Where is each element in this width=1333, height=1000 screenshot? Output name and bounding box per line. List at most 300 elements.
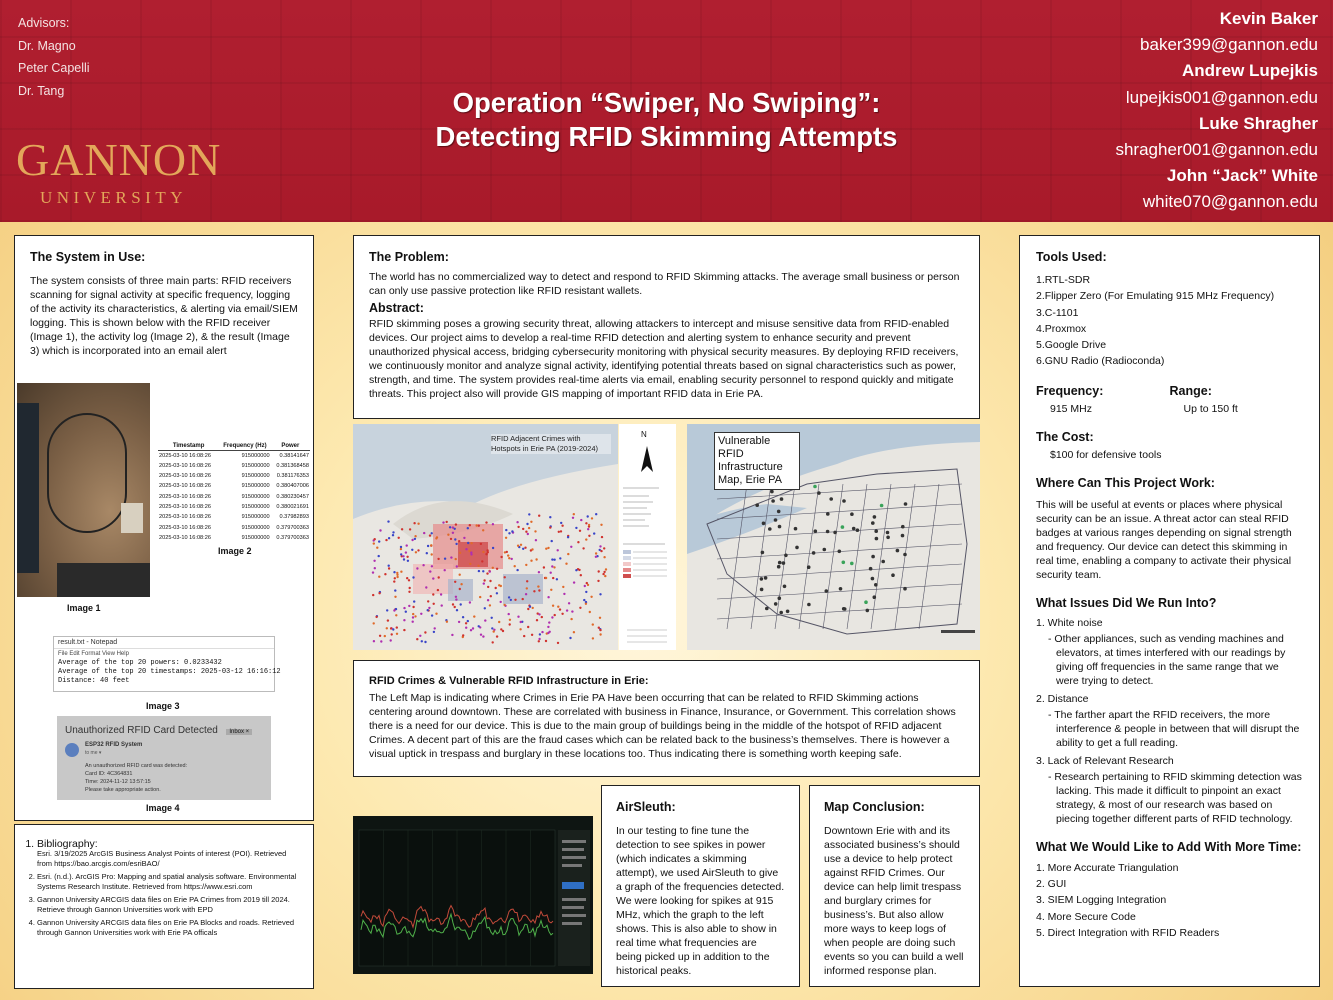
crime-point (520, 544, 522, 546)
crime-point (462, 634, 464, 636)
image-caption: Image 2 (218, 546, 252, 556)
email-sender: ESP32 RFID System (85, 742, 143, 748)
crime-point (491, 627, 493, 629)
table-cell: 0.380407006 (276, 483, 309, 490)
bibliography-item: 2. Esri. (n.d.). ArcGIS Pro: Mapping and spatial analysis software. Environmental Systems Research Institute. Retrieved from https://www.esri.com (37, 872, 299, 892)
crime-point (481, 560, 483, 562)
crime-point (485, 553, 487, 555)
crime-point (585, 538, 587, 540)
crime-point (591, 517, 593, 519)
section-heading: The System in Use: (30, 250, 146, 264)
crime-point (472, 627, 474, 629)
crime-point (434, 627, 436, 629)
infrastructure-pin (874, 583, 878, 587)
crime-point (452, 532, 454, 534)
table-cell: 2025-03-10 16:08:26 (159, 493, 211, 500)
crime-point (417, 549, 419, 551)
crime-point (524, 547, 526, 549)
crime-point (585, 591, 587, 593)
image-caption: Image 1 (67, 603, 101, 613)
table-cell: 915000000 (241, 483, 270, 490)
crime-point (573, 581, 575, 583)
crime-point (393, 580, 395, 582)
advisors-label: Advisors: (18, 16, 70, 30)
vulnerable-infrastructure-map (687, 424, 980, 650)
crime-point (559, 608, 561, 610)
crime-point (557, 606, 559, 608)
table-cell: 2025-03-10 16:08:26 (159, 473, 211, 480)
infrastructure-pin (891, 573, 895, 577)
table-row (158, 502, 310, 512)
crime-point (531, 634, 533, 636)
crime-point (393, 571, 395, 573)
section-text: The system consists of three main parts: RFID receivers scanning for signal activity at specific frequency, logging of the activity its characteristics, & alerting via email/SIEM logging. This is shown below with the RFID receiver (Image 1), the activity log (Image 2), & the result (Image 3) which is incorporated into an email alert (30, 275, 298, 357)
crime-point (552, 605, 554, 607)
crime-map-legend (619, 424, 676, 650)
crime-point (477, 565, 479, 567)
table-cell: 0.37982893 (279, 514, 309, 521)
crime-point (378, 592, 380, 594)
system-in-use-panel (14, 235, 314, 821)
crime-point (551, 565, 553, 567)
crime-point (595, 552, 597, 554)
infrastructure-pin (866, 609, 870, 613)
crime-point (575, 569, 577, 571)
crime-point (373, 560, 375, 562)
infrastructure-pin (814, 529, 818, 533)
table-cell: 915000000 (241, 514, 270, 521)
crime-point (426, 552, 428, 554)
crime-point (409, 528, 411, 530)
crime-point (482, 635, 484, 637)
crime-point (386, 627, 388, 629)
infrastructure-pin (760, 577, 764, 581)
table-cell: 915000000 (241, 473, 270, 480)
crime-point (387, 619, 389, 621)
infrastructure-pin (850, 512, 854, 516)
crime-point (470, 629, 472, 631)
crime-point (533, 590, 535, 592)
crime-point (577, 541, 579, 543)
crime-point (406, 544, 408, 546)
crime-point (592, 637, 594, 639)
crime-point (411, 539, 413, 541)
crime-point (372, 571, 374, 573)
crime-point (482, 529, 484, 531)
infrastructure-pin (768, 527, 772, 531)
crime-point (575, 527, 577, 529)
crime-point (444, 558, 446, 560)
crime-point (503, 604, 505, 606)
crime-point (432, 593, 434, 595)
crime-hotspot-map (353, 424, 618, 650)
table-header: Timestamp (158, 442, 219, 451)
infrastructure-pin (780, 497, 784, 501)
crime-point (460, 603, 462, 605)
crime-point (402, 555, 404, 557)
crime-point (572, 517, 574, 519)
crime-point (455, 596, 457, 598)
crime-point (408, 591, 410, 593)
crime-point (412, 621, 414, 623)
add-item: 1. More Accurate Triangulation (1036, 861, 1179, 874)
crime-point (528, 513, 530, 515)
crime-point (526, 523, 528, 525)
table-cell: 2025-03-10 16:08:26 (159, 503, 211, 510)
crime-point (509, 623, 511, 625)
crime-point (373, 542, 375, 544)
crime-point (516, 521, 518, 523)
crime-point (587, 515, 589, 517)
crime-point (480, 543, 482, 545)
crime-point (496, 592, 498, 594)
tool-item: 1.RTL-SDR (1036, 274, 1091, 286)
infrastructure-pin (783, 585, 787, 589)
crime-point (551, 540, 553, 542)
crime-point (557, 642, 559, 644)
tool-item: 6.GNU Radio (Radioconda) (1036, 355, 1165, 368)
infrastructure-pin (901, 534, 905, 538)
crime-point (385, 539, 387, 541)
crime-point (510, 599, 512, 601)
infrastructure-pin (896, 549, 900, 553)
crime-point (570, 546, 572, 548)
crime-point (603, 547, 605, 549)
crime-point (552, 577, 554, 579)
crime-point (557, 549, 559, 551)
crime-point (505, 529, 507, 531)
infrastructure-pin (765, 607, 769, 611)
tools-heading: Tools Used: (1036, 250, 1107, 264)
crime-point (478, 625, 480, 627)
north-label: N (641, 430, 647, 439)
crime-point (514, 599, 516, 601)
crime-point (386, 609, 388, 611)
crime-point (468, 550, 470, 552)
table-cell: 2025-03-10 16:08:26 (159, 483, 211, 490)
infrastructure-pin (813, 485, 817, 489)
map-conclusion-panel (809, 785, 980, 987)
author-name: Luke Shragher (1198, 113, 1318, 133)
crime-point (551, 558, 553, 560)
activity-log-table (158, 442, 310, 544)
infrastructure-pin (873, 595, 877, 599)
crime-point (452, 603, 454, 605)
infrastructure-pin (841, 525, 845, 529)
crime-point (392, 628, 394, 630)
crime-point (394, 589, 396, 591)
infrastructure-pin (794, 527, 798, 531)
crime-point (582, 547, 584, 549)
infrastructure-pin (904, 502, 908, 506)
crime-point (595, 513, 597, 515)
crime-point (403, 619, 405, 621)
crime-point (456, 609, 458, 611)
notepad-title: result.txt - Notepad (54, 637, 274, 649)
crime-point (394, 577, 396, 579)
crime-point (530, 521, 532, 523)
crime-point (425, 586, 427, 588)
table-header: Frequency (Hz) (219, 442, 270, 451)
crime-point (449, 526, 451, 528)
infrastructure-pin (762, 522, 766, 526)
infrastructure-pin (774, 518, 778, 522)
crime-point (428, 607, 430, 609)
crime-point (416, 567, 418, 569)
crime-point (523, 635, 525, 637)
poster-title (340, 86, 993, 154)
crime-point (405, 551, 407, 553)
crime-point (567, 536, 569, 538)
email-body-line: An unauthorized RFID card was detected: (85, 763, 188, 769)
airsleuth-panel (601, 785, 800, 987)
crime-point (550, 572, 552, 574)
crime-point (374, 538, 376, 540)
infrastructure-pin (779, 611, 783, 615)
infrastructure-pin (864, 600, 868, 604)
table-cell: 915000000 (241, 493, 270, 500)
email-alert (57, 716, 271, 800)
infrastructure-pin (807, 565, 811, 569)
crime-point (511, 558, 513, 560)
crime-point (522, 598, 524, 600)
crime-point (554, 614, 556, 616)
crime-point (547, 547, 549, 549)
crime-point (482, 551, 484, 553)
inbox-badge: Inbox × (226, 729, 252, 735)
infrastructure-pin (852, 527, 856, 531)
crime-point (454, 528, 456, 530)
crime-point (388, 537, 390, 539)
issue-title: 3. Lack of Relevant Research (1036, 754, 1174, 767)
tools-panel (1019, 235, 1320, 987)
crime-point (373, 640, 375, 642)
advisor-name: Dr. Tang (18, 83, 65, 98)
crime-point (401, 528, 403, 530)
airsleuth-spectrum-graph (353, 816, 593, 974)
crime-point (500, 628, 502, 630)
crime-point (417, 523, 419, 525)
crime-point (504, 576, 506, 578)
author-email: white070@gannon.edu (1142, 192, 1318, 212)
crime-point (384, 573, 386, 575)
crime-point (599, 633, 601, 635)
infrastructure-pin (825, 589, 829, 593)
crime-point (506, 551, 508, 553)
crime-point (588, 535, 590, 537)
crime-point (437, 558, 439, 560)
author-email: baker399@gannon.edu (1140, 35, 1318, 55)
crime-point (403, 558, 405, 560)
crime-point (547, 596, 549, 598)
author-email: shragher001@gannon.edu (1115, 140, 1318, 160)
infrastructure-pin (812, 551, 816, 555)
crime-point (579, 607, 581, 609)
problem-panel (353, 235, 980, 419)
bibliography-title: Bibliography: (37, 838, 98, 850)
receiver-shape (121, 503, 143, 533)
crime-point (379, 529, 381, 531)
crime-point (373, 622, 375, 624)
infrastructure-pin (755, 503, 759, 507)
crime-point (538, 571, 540, 573)
crime-point (480, 634, 482, 636)
table-cell: 2025-03-10 16:08:26 (159, 514, 211, 521)
infrastructure-pin (903, 587, 907, 591)
crime-point (517, 526, 519, 528)
crime-point (560, 522, 562, 524)
crime-point (470, 542, 472, 544)
crime-point (378, 576, 380, 578)
bibliography-panel (14, 824, 314, 989)
crime-point (392, 531, 394, 533)
crime-point (414, 535, 416, 537)
infrastructure-pin (761, 551, 765, 555)
crime-point (476, 524, 478, 526)
crime-point (520, 621, 522, 623)
crime-point (538, 640, 540, 642)
airsleuth-text: In our testing to fine tune the detection to see spikes in power (which indicates a skimming attempt), we used AirSleuth to give a graph of the frequencies detected. We were looking for spikes at 915 MHz, which the graph to the left shows. This is also able to show in real time what frequencies are being picked up in addition to the historical peaks. (616, 825, 785, 977)
title-line-2: Detecting RFID Skimming Attempts (435, 121, 898, 152)
frequency-value: 915 MHz (1050, 402, 1093, 415)
laptop-shape (17, 403, 39, 573)
crime-point (469, 524, 471, 526)
cost-heading: The Cost: (1036, 429, 1094, 444)
crime-point (424, 631, 426, 633)
infrastructure-pin (784, 554, 788, 558)
crime-point (444, 569, 446, 571)
crime-point (374, 567, 376, 569)
crime-point (604, 575, 606, 577)
advisor-name: Peter Capelli (18, 61, 90, 75)
issue-title: 1. White noise (1036, 616, 1103, 629)
crime-point (413, 522, 415, 524)
infrastructure-pin (903, 553, 907, 557)
notepad-line: Average of the top 20 timestamps: 2025-03-12 16:16:12 (58, 668, 281, 676)
crime-point (522, 528, 524, 530)
crime-point (492, 567, 494, 569)
crime-point (492, 523, 494, 525)
crime-point (584, 585, 586, 587)
crime-point (484, 619, 486, 621)
crime-point (528, 527, 530, 529)
crime-point (447, 534, 449, 536)
crime-point (537, 585, 539, 587)
crime-point (455, 598, 457, 600)
table-row (158, 523, 310, 533)
crime-point (483, 579, 485, 581)
crime-point (500, 556, 502, 558)
crime-point (458, 540, 460, 542)
crime-point (514, 565, 516, 567)
email-body-line: Please take appropriate action. (85, 787, 161, 793)
crime-point (391, 633, 393, 635)
infrastructure-pin (874, 529, 878, 533)
crime-point (508, 613, 510, 615)
crime-point (412, 616, 414, 618)
table-header: Power (271, 442, 310, 451)
crime-point (489, 580, 491, 582)
notepad-window (53, 636, 281, 692)
crime-point (395, 614, 397, 616)
crime-point (519, 628, 521, 630)
crime-point (413, 600, 415, 602)
crime-point (467, 542, 469, 544)
infrastructure-pin (795, 546, 799, 550)
table-cell: 915000000 (241, 503, 270, 510)
crime-point (586, 582, 588, 584)
issues-heading: What Issues Did We Run Into? (1036, 595, 1217, 610)
university-logo-sub: UNIVERSITY (40, 188, 187, 207)
infrastructure-pin (869, 567, 873, 571)
email-body (85, 762, 187, 794)
map-conclusion-heading: Map Conclusion: (824, 800, 925, 814)
north-arrow-icon (619, 424, 676, 650)
crime-point (507, 554, 509, 556)
crime-point (437, 589, 439, 591)
crime-point (420, 613, 422, 615)
crime-point (398, 537, 400, 539)
crime-point (487, 599, 489, 601)
spectrum-graphic (353, 816, 593, 974)
author-name: Kevin Baker (1219, 9, 1318, 28)
crime-point (470, 553, 472, 555)
infrastructure-pin (829, 497, 833, 501)
crime-point (531, 548, 533, 550)
table-row (158, 451, 310, 462)
crime-point (517, 616, 519, 618)
bibliography-item: 4. Gannon University ARCGIS data files on Erie PA Blocks and roads. Retrieved through Gannon Universities work with Erie PA officals (37, 918, 299, 938)
crime-point (427, 545, 429, 547)
crime-point (414, 538, 416, 540)
crime-point (446, 621, 448, 623)
crime-point (589, 611, 591, 613)
add-heading: What We Would Like to Add With More Time: (1036, 839, 1302, 854)
author-email: lupejkis001@gannon.edu (1125, 87, 1318, 107)
crime-point (388, 567, 390, 569)
crime-point (465, 622, 467, 624)
crime-point (384, 635, 386, 637)
crime-point (539, 633, 541, 635)
crime-point (482, 570, 484, 572)
crime-point (409, 587, 411, 589)
crime-point (492, 641, 494, 643)
table-cell: 0.380021691 (276, 503, 309, 510)
crime-point (431, 532, 433, 534)
crime-point (508, 596, 510, 598)
crime-point (526, 580, 528, 582)
table-cell: 2025-03-10 16:08:26 (159, 462, 211, 469)
crime-point (509, 619, 511, 621)
where-heading: Where Can This Project Work: (1036, 475, 1215, 490)
crime-point (407, 560, 409, 562)
crime-point (390, 627, 392, 629)
crime-point (593, 532, 595, 534)
crime-point (525, 564, 527, 566)
crime-point (487, 551, 489, 553)
problem-heading: The Problem: (369, 250, 449, 264)
issue-detail: - Research pertaining to RFID skimming detection was lacking. This made it difficult to pinpoint an exact strategy, & most of our research was based on piecing together different parts of RFID technology. (1048, 770, 1302, 825)
crime-point (380, 640, 382, 642)
table-row (158, 482, 310, 492)
crime-point (408, 579, 410, 581)
infrastructure-pin (807, 603, 811, 607)
crime-point (441, 604, 443, 606)
issue-detail: - The farther apart the RFID receivers, the more interference & people in between that will disrupt the ability to get a full reading. (1048, 708, 1300, 749)
crime-point (500, 585, 502, 587)
crime-point (462, 616, 464, 618)
crime-point (538, 613, 540, 615)
